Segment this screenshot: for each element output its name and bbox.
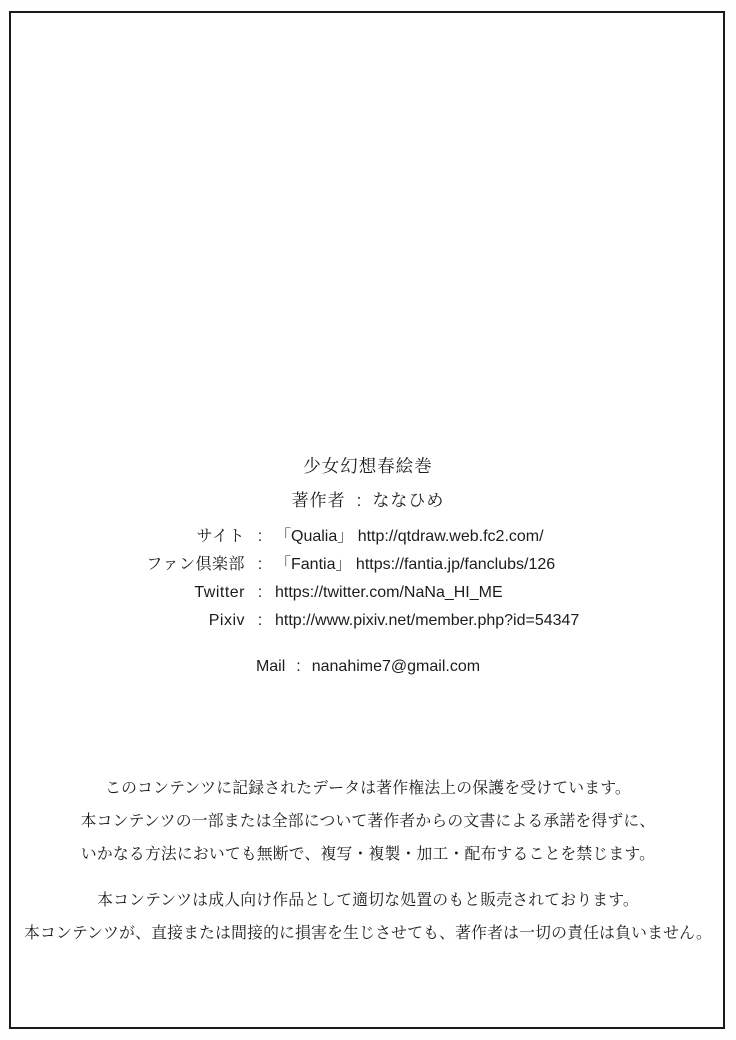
link-value-site: 「Qualia」 http://qtdraw.web.fc2.com/ bbox=[275, 528, 544, 545]
mail-line bbox=[0, 658, 736, 676]
author-value: ななひめ bbox=[372, 491, 445, 510]
page-border bbox=[9, 11, 725, 1029]
disclaimer-line: 本コンテンツは成人向け作品として適切な処置のもと販売されております。 bbox=[97, 892, 639, 909]
disclaimer-line: 本コンテンツが、直接または間接的に損害を生じさせても、著作者は一切の責任は負いません。 bbox=[23, 925, 713, 942]
link-label-pixiv: Pixiv bbox=[208, 612, 245, 629]
link-label-site: サイト bbox=[196, 528, 245, 545]
copyright-line: いかなる方法においても無断で、複写・複製・加工・配布することを禁じます。 bbox=[80, 846, 656, 863]
link-separator: : bbox=[257, 584, 263, 601]
links-list bbox=[30, 523, 579, 635]
author-separator: : bbox=[356, 491, 362, 510]
mail-label: Mail bbox=[255, 658, 286, 675]
mail-value: nanahime7@gmail.com bbox=[311, 658, 481, 675]
link-separator: : bbox=[257, 528, 263, 545]
link-label-twitter: Twitter bbox=[194, 584, 245, 601]
link-separator: : bbox=[257, 556, 263, 573]
disclaimer-notice bbox=[0, 884, 736, 950]
link-label-fanclub: ファン倶楽部 bbox=[146, 556, 245, 573]
link-value-twitter: https://twitter.com/NaNa_HI_ME bbox=[275, 584, 503, 601]
copyright-line: 本コンテンツの一部または全部について著作者からの文書による承諾を得ずに、 bbox=[80, 813, 656, 830]
copyright-notice bbox=[0, 772, 736, 871]
link-value-pixiv: http://www.pixiv.net/member.php?id=54347 bbox=[275, 612, 580, 629]
page-title: 少女幻想春絵巻 bbox=[303, 456, 433, 476]
copyright-line: このコンテンツに記録されたデータは著作権法上の保護を受けています。 bbox=[105, 780, 631, 797]
author-label: 著作者 bbox=[291, 491, 346, 510]
link-separator: : bbox=[257, 612, 263, 629]
mail-separator: : bbox=[296, 658, 301, 675]
author-line bbox=[0, 486, 736, 511]
link-value-fanclub: 「Fantia」 https://fantia.jp/fanclubs/126 bbox=[275, 556, 556, 573]
